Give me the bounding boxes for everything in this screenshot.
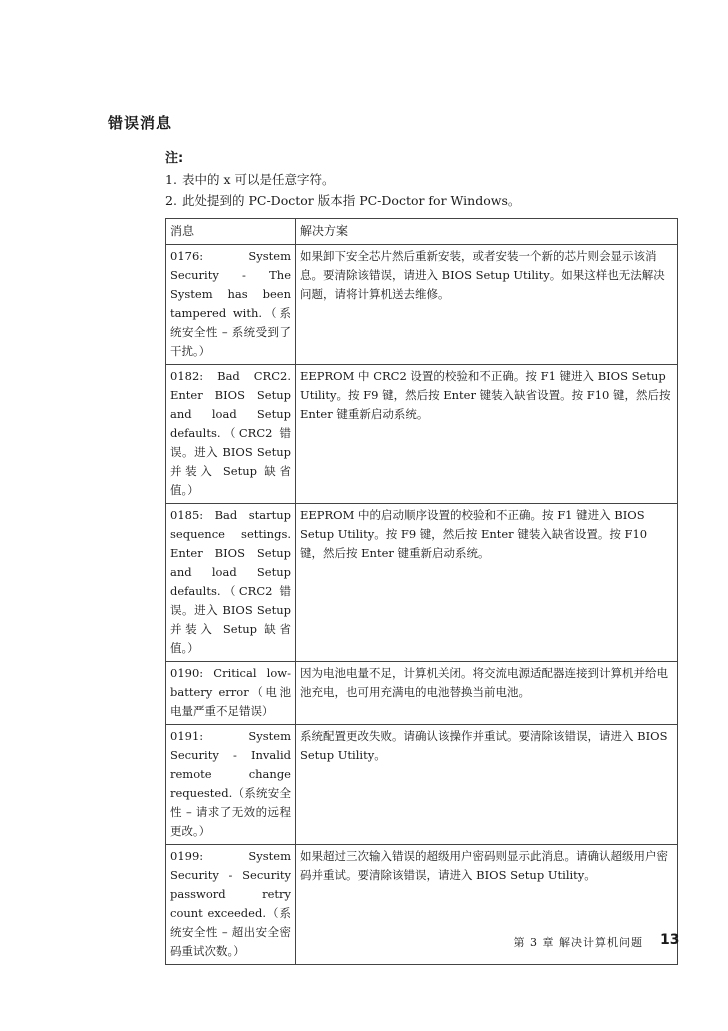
- solution-cell: EEPROM 中 CRC2 设置的校验和不正确。按 F1 键进入 BIOS Setup Utility。按 F9 键，然后按 Enter 键装入缺省设置。按 F10 键，然后按 Enter 键重新启动系统。: [296, 365, 678, 504]
- solution-cell: EEPROM 中的启动顺序设置的校验和不正确。按 F1 键进入 BIOS Setup Utility。按 F9 键，然后按 Enter 键装入缺省设置。按 F10 键，然后按 Enter 键重新启动系统。: [296, 504, 678, 662]
- message-cell: 0190: Critical low-battery error（电池电量严重不足错误）: [166, 662, 296, 725]
- table-row: [166, 245, 678, 365]
- table-row: [166, 365, 678, 504]
- section-title: 错误消息: [108, 114, 173, 132]
- notes-label: 注:: [165, 151, 184, 166]
- column-header-message: 消息: [166, 219, 296, 245]
- solution-cell: 系统配置更改失败。请确认该操作并重试。要清除该错误，请进入 BIOS Setup Utility。: [296, 725, 678, 845]
- page-number: 13: [660, 932, 680, 948]
- note-item: [165, 190, 520, 211]
- table-header-row: [166, 219, 678, 245]
- chapter-title: 第 3 章 解决计算机问题: [513, 936, 643, 949]
- note-number: 2.: [165, 193, 177, 208]
- message-cell: 0191: System Security - Invalid remote change requested.（系统安全性 – 请求了无效的远程更改。）: [166, 725, 296, 845]
- message-cell: 0199: System Security - Security password retry count exceeded.（系统安全性 – 超出安全密码重试次数。）: [166, 845, 296, 965]
- note-text: 此处提到的 PC-Doctor 版本指 PC-Doctor for Windows。: [182, 193, 521, 208]
- solution-cell: 如果超过三次输入错误的超级用户密码则显示此消息。请确认超级用户密码并重试。要清除该错误，请进入 BIOS Setup Utility。: [296, 845, 678, 965]
- message-cell: 0185: Bad startup sequence settings. Enter BIOS Setup and load Setup defaults.（CRC2 错误。进入 BIOS Setup 并装入 Setup 缺省值。）: [166, 504, 296, 662]
- solution-cell: 如果卸下安全芯片然后重新安装，或者安装一个新的芯片则会显示该消息。要清除该错误，请进入 BIOS Setup Utility。如果这样也无法解决问题，请将计算机送去维修。: [296, 245, 678, 365]
- message-cell: 0182: Bad CRC2. Enter BIOS Setup and load Setup defaults.（CRC2 错误。进入 BIOS Setup 并装入 Setup 缺省值。）: [166, 365, 296, 504]
- table-row: [166, 725, 678, 845]
- note-number: 1.: [165, 172, 177, 187]
- table-row: [166, 662, 678, 725]
- message-cell: 0176: System Security - The System has been tampered with.（系统安全性 – 系统受到了干扰。）: [166, 245, 296, 365]
- table-row: [166, 504, 678, 662]
- notes: [165, 148, 520, 211]
- note-item: [165, 169, 520, 190]
- error-message-table: [165, 218, 678, 965]
- column-header-solution: 解决方案: [296, 219, 678, 245]
- note-text: 表中的 x 可以是任意字符。: [182, 172, 335, 187]
- solution-cell: 因为电池电量不足，计算机关闭。将交流电源适配器连接到计算机并给电池充电，也可用充满电的电池替换当前电池。: [296, 662, 678, 725]
- page-footer: [0, 932, 728, 952]
